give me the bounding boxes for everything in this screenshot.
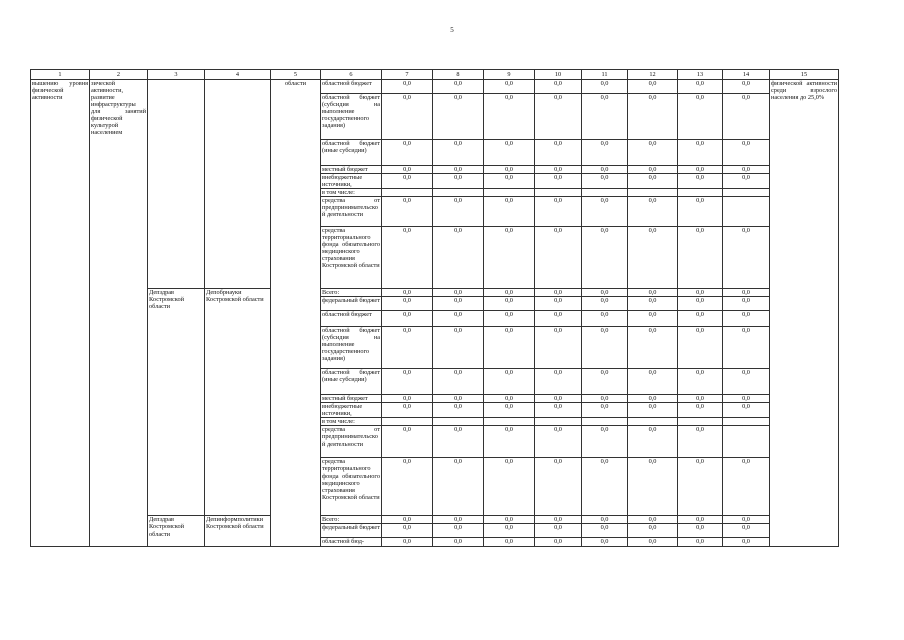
- value-cell: 0,0: [723, 174, 770, 189]
- value-cell: 0,0: [678, 227, 723, 289]
- value-cell: 0,0: [382, 524, 433, 538]
- value-cell: 0,0: [535, 403, 582, 418]
- value-cell: 0,0: [678, 174, 723, 189]
- value-cell: 0,0: [723, 458, 770, 516]
- value-cell: 0,0: [484, 166, 535, 174]
- value-cell: 0,0: [582, 174, 628, 189]
- participant-cell: Депинформполитики Костромской области: [205, 516, 271, 546]
- funding-source-cell: областной бюд-: [321, 538, 382, 546]
- value-cell: 0,0: [484, 197, 535, 227]
- value-cell: 0,0: [535, 426, 582, 458]
- value-cell: 0,0: [535, 166, 582, 174]
- value-cell: 0,0: [582, 369, 628, 395]
- value-cell: 0,0: [678, 538, 723, 546]
- funding-source-cell: областной бюджет: [321, 311, 382, 327]
- value-cell: 0,0: [628, 289, 678, 297]
- value-cell: 0,0: [433, 166, 484, 174]
- value-cell: 0,0: [582, 311, 628, 327]
- task-cell: зической активности, развитие инфраструктуры для занятий физической культурой населением: [90, 80, 148, 547]
- value-cell: [678, 189, 723, 197]
- value-cell: 0,0: [678, 369, 723, 395]
- value-cell: [628, 189, 678, 197]
- value-cell: 0,0: [484, 227, 535, 289]
- executor-cell: Депздрав Костромской области: [148, 516, 205, 546]
- funding-source-cell: областной бюджет (субсидия на выполнение государственного задания): [321, 327, 382, 369]
- value-cell: 0,0: [535, 538, 582, 546]
- value-cell: 0,0: [433, 395, 484, 403]
- value-cell: 0,0: [678, 80, 723, 94]
- value-cell: 0,0: [582, 403, 628, 418]
- funding-source-cell: средства территориального фонда обязательного медицинского страхования Костромской области: [321, 227, 382, 289]
- value-cell: 0,0: [535, 524, 582, 538]
- value-cell: 0,0: [628, 166, 678, 174]
- value-cell: 0,0: [535, 289, 582, 297]
- header-cell: 9: [484, 70, 535, 80]
- value-cell: 0,0: [628, 538, 678, 546]
- funding-source-cell: федеральный бюджет: [321, 297, 382, 311]
- value-cell: 0,0: [628, 80, 678, 94]
- value-cell: 0,0: [382, 395, 433, 403]
- value-cell: 0,0: [535, 227, 582, 289]
- value-cell: 0,0: [484, 538, 535, 546]
- funding-source-cell: внебюджетные источники,: [321, 403, 382, 418]
- header-cell: 10: [535, 70, 582, 80]
- value-cell: 0,0: [382, 289, 433, 297]
- value-cell: 0,0: [535, 174, 582, 189]
- table-row: [31, 289, 839, 297]
- value-cell: 0,0: [382, 140, 433, 166]
- value-cell: [628, 418, 678, 426]
- funding-source-cell: в том числе:: [321, 189, 382, 197]
- value-cell: 0,0: [535, 197, 582, 227]
- value-cell: 0,0: [433, 289, 484, 297]
- value-cell: 0,0: [628, 140, 678, 166]
- value-cell: 0,0: [535, 395, 582, 403]
- value-cell: 0,0: [433, 140, 484, 166]
- value-cell: 0,0: [382, 227, 433, 289]
- table-body: [31, 70, 839, 547]
- value-cell: 0,0: [582, 524, 628, 538]
- value-cell: 0,0: [582, 297, 628, 311]
- value-cell: 0,0: [535, 458, 582, 516]
- value-cell: 0,0: [484, 289, 535, 297]
- value-cell: 0,0: [484, 426, 535, 458]
- value-cell: [723, 426, 770, 458]
- participant-cell: Депобрнауки Костромской области: [205, 289, 271, 516]
- value-cell: 0,0: [433, 197, 484, 227]
- value-cell: 0,0: [484, 297, 535, 311]
- table-row: [31, 80, 839, 94]
- funding-source-cell: средства от предпринимательской деятельности: [321, 197, 382, 227]
- value-cell: 0,0: [628, 516, 678, 524]
- funding-source-cell: внебюджетные источники,: [321, 174, 382, 189]
- region-cell: области: [271, 80, 321, 547]
- value-cell: 0,0: [535, 140, 582, 166]
- value-cell: 0,0: [723, 516, 770, 524]
- value-cell: 0,0: [628, 197, 678, 227]
- header-cell: 6: [321, 70, 382, 80]
- value-cell: 0,0: [678, 327, 723, 369]
- value-cell: 0,0: [678, 395, 723, 403]
- value-cell: [433, 418, 484, 426]
- value-cell: 0,0: [535, 516, 582, 524]
- value-cell: 0,0: [433, 538, 484, 546]
- header-row: [31, 70, 839, 80]
- value-cell: 0,0: [582, 327, 628, 369]
- value-cell: [433, 189, 484, 197]
- value-cell: 0,0: [723, 369, 770, 395]
- value-cell: 0,0: [433, 94, 484, 140]
- value-cell: 0,0: [382, 80, 433, 94]
- value-cell: 0,0: [484, 395, 535, 403]
- value-cell: 0,0: [535, 327, 582, 369]
- value-cell: 0,0: [678, 524, 723, 538]
- goal-cell: вышению уровня физической активности: [31, 80, 90, 547]
- value-cell: 0,0: [433, 297, 484, 311]
- header-cell: 14: [723, 70, 770, 80]
- funding-source-cell: средства территориального фонда обязательного медицинского страхования Костромской области: [321, 458, 382, 516]
- value-cell: 0,0: [433, 327, 484, 369]
- header-cell: 5: [271, 70, 321, 80]
- value-cell: [535, 418, 582, 426]
- value-cell: 0,0: [582, 227, 628, 289]
- value-cell: 0,0: [628, 327, 678, 369]
- funding-source-cell: федеральный бюджет: [321, 524, 382, 538]
- funding-source-cell: областной бюджет (субсидия на выполнение государственного задания): [321, 94, 382, 140]
- value-cell: 0,0: [382, 369, 433, 395]
- value-cell: 0,0: [433, 311, 484, 327]
- value-cell: 0,0: [628, 426, 678, 458]
- value-cell: 0,0: [484, 140, 535, 166]
- value-cell: 0,0: [582, 458, 628, 516]
- page-number: 5: [450, 26, 454, 34]
- value-cell: 0,0: [582, 289, 628, 297]
- value-cell: 0,0: [382, 197, 433, 227]
- value-cell: 0,0: [678, 94, 723, 140]
- value-cell: 0,0: [382, 311, 433, 327]
- header-cell: 12: [628, 70, 678, 80]
- value-cell: 0,0: [723, 80, 770, 94]
- value-cell: 0,0: [433, 426, 484, 458]
- value-cell: 0,0: [484, 80, 535, 94]
- funding-source-cell: областной бюджет: [321, 80, 382, 94]
- value-cell: 0,0: [484, 516, 535, 524]
- value-cell: [678, 418, 723, 426]
- value-cell: 0,0: [628, 174, 678, 189]
- value-cell: [723, 418, 770, 426]
- funding-source-cell: областной бюджет (иные субсидии): [321, 140, 382, 166]
- header-cell: 3: [148, 70, 205, 80]
- value-cell: [484, 418, 535, 426]
- value-cell: 0,0: [382, 403, 433, 418]
- value-cell: 0,0: [484, 369, 535, 395]
- value-cell: 0,0: [535, 80, 582, 94]
- value-cell: 0,0: [723, 227, 770, 289]
- value-cell: 0,0: [628, 458, 678, 516]
- value-cell: 0,0: [678, 311, 723, 327]
- value-cell: 0,0: [628, 403, 678, 418]
- value-cell: 0,0: [382, 426, 433, 458]
- value-cell: 0,0: [433, 458, 484, 516]
- value-cell: 0,0: [535, 369, 582, 395]
- value-cell: 0,0: [678, 297, 723, 311]
- participant-cell: [205, 80, 271, 289]
- value-cell: 0,0: [723, 311, 770, 327]
- value-cell: [535, 189, 582, 197]
- value-cell: 0,0: [628, 524, 678, 538]
- value-cell: 0,0: [382, 297, 433, 311]
- value-cell: [582, 418, 628, 426]
- value-cell: 0,0: [628, 94, 678, 140]
- value-cell: 0,0: [582, 197, 628, 227]
- value-cell: 0,0: [582, 538, 628, 546]
- value-cell: 0,0: [723, 140, 770, 166]
- value-cell: 0,0: [678, 140, 723, 166]
- value-cell: 0,0: [433, 524, 484, 538]
- value-cell: 0,0: [484, 174, 535, 189]
- value-cell: 0,0: [678, 516, 723, 524]
- value-cell: 0,0: [535, 297, 582, 311]
- value-cell: [723, 189, 770, 197]
- value-cell: 0,0: [484, 403, 535, 418]
- value-cell: 0,0: [484, 311, 535, 327]
- value-cell: 0,0: [582, 94, 628, 140]
- value-cell: 0,0: [582, 516, 628, 524]
- value-cell: 0,0: [628, 369, 678, 395]
- value-cell: 0,0: [723, 166, 770, 174]
- value-cell: 0,0: [582, 166, 628, 174]
- funding-source-cell: Всего:: [321, 516, 382, 524]
- value-cell: 0,0: [723, 94, 770, 140]
- value-cell: 0,0: [582, 80, 628, 94]
- funding-source-cell: местный бюджет: [321, 395, 382, 403]
- table-row: [31, 516, 839, 524]
- value-cell: 0,0: [628, 297, 678, 311]
- funding-source-cell: средства от предпринимательской деятельности: [321, 426, 382, 458]
- value-cell: 0,0: [723, 524, 770, 538]
- value-cell: 0,0: [723, 297, 770, 311]
- value-cell: 0,0: [433, 369, 484, 395]
- value-cell: 0,0: [484, 458, 535, 516]
- executor-cell: Депздрав Костромской области: [148, 289, 205, 516]
- value-cell: 0,0: [535, 94, 582, 140]
- value-cell: 0,0: [723, 403, 770, 418]
- header-cell: 1: [31, 70, 90, 80]
- value-cell: 0,0: [582, 395, 628, 403]
- value-cell: 0,0: [433, 516, 484, 524]
- value-cell: 0,0: [382, 458, 433, 516]
- value-cell: 0,0: [433, 403, 484, 418]
- value-cell: 0,0: [678, 403, 723, 418]
- executor-cell: [148, 80, 205, 289]
- value-cell: 0,0: [723, 289, 770, 297]
- value-cell: [723, 197, 770, 227]
- value-cell: 0,0: [582, 140, 628, 166]
- header-cell: 4: [205, 70, 271, 80]
- value-cell: 0,0: [484, 327, 535, 369]
- header-cell: 13: [678, 70, 723, 80]
- value-cell: 0,0: [723, 395, 770, 403]
- value-cell: 0,0: [678, 426, 723, 458]
- header-cell: 11: [582, 70, 628, 80]
- value-cell: 0,0: [382, 94, 433, 140]
- indicator-cell: физической активности среди взрослого населения до 25,0%: [770, 80, 839, 547]
- value-cell: 0,0: [382, 516, 433, 524]
- value-cell: 0,0: [433, 174, 484, 189]
- value-cell: 0,0: [382, 327, 433, 369]
- value-cell: [484, 189, 535, 197]
- value-cell: 0,0: [433, 227, 484, 289]
- value-cell: 0,0: [382, 166, 433, 174]
- value-cell: 0,0: [484, 524, 535, 538]
- value-cell: [382, 189, 433, 197]
- header-cell: 2: [90, 70, 148, 80]
- value-cell: 0,0: [628, 227, 678, 289]
- value-cell: 0,0: [628, 311, 678, 327]
- value-cell: 0,0: [723, 327, 770, 369]
- value-cell: [582, 189, 628, 197]
- funding-source-cell: местный бюджет: [321, 166, 382, 174]
- value-cell: 0,0: [678, 289, 723, 297]
- budget-table: [30, 69, 839, 547]
- value-cell: 0,0: [723, 538, 770, 546]
- value-cell: 0,0: [628, 395, 678, 403]
- funding-source-cell: в том числе:: [321, 418, 382, 426]
- value-cell: [382, 418, 433, 426]
- funding-source-cell: Всего:: [321, 289, 382, 297]
- header-cell: 15: [770, 70, 839, 80]
- header-cell: 8: [433, 70, 484, 80]
- value-cell: 0,0: [382, 174, 433, 189]
- funding-source-cell: областной бюджет (иные субсидии): [321, 369, 382, 395]
- header-cell: 7: [382, 70, 433, 80]
- value-cell: 0,0: [678, 458, 723, 516]
- value-cell: 0,0: [582, 426, 628, 458]
- value-cell: 0,0: [678, 197, 723, 227]
- value-cell: 0,0: [433, 80, 484, 94]
- value-cell: 0,0: [382, 538, 433, 546]
- value-cell: 0,0: [678, 166, 723, 174]
- value-cell: 0,0: [535, 311, 582, 327]
- value-cell: 0,0: [484, 94, 535, 140]
